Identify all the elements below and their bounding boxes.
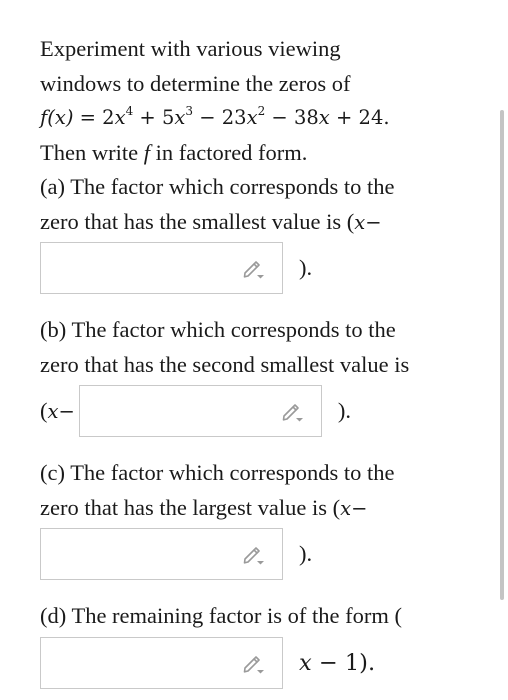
part-c-answer-row (40, 527, 480, 581)
part-c-answer-box[interactable] (40, 528, 283, 580)
intro-line-1: Experiment with various viewing (40, 36, 341, 61)
part-c-line-1: (c) The factor which corresponds to the (40, 460, 395, 485)
function-name: f(x) (40, 106, 74, 129)
part-b-closing-paren: ). (337, 398, 351, 423)
part-a-line-1: (a) The factor which corresponds to the (40, 174, 395, 199)
part-d-suffix: x − 1). (299, 649, 376, 676)
polynomial-definition: $f(x) = 2x^4 + 5x^3 - 23x^2 - 38x + 24$. (40, 104, 390, 129)
intro-line-2: windows to determine the zeros of (40, 70, 351, 96)
part-d-line-1: (d) The remaining factor is of the form ( (40, 603, 402, 628)
part-b-prefix: (x− (40, 398, 75, 423)
pencil-edit-icon[interactable] (242, 654, 268, 676)
part-b-line-2: zero that has the second smallest value is (40, 351, 410, 377)
part-b-answer-row (40, 384, 480, 438)
part-c-line-2: zero that has the largest value is (x− (40, 494, 368, 520)
question-body (40, 32, 480, 694)
part-a-answer-box[interactable] (40, 242, 283, 294)
intro-line-4: Then write f in factored form. (40, 139, 308, 165)
part-d-answer-box[interactable] (40, 637, 283, 689)
pencil-edit-icon[interactable] (242, 259, 268, 281)
pencil-edit-icon[interactable] (281, 402, 307, 424)
part-a-line-2: zero that has the smallest value is (x− (40, 208, 382, 234)
part-b-answer-box[interactable] (79, 385, 322, 437)
part-c-closing-paren: ). (299, 541, 313, 566)
part-d-answer-row (40, 636, 480, 690)
vertical-scrollbar[interactable] (500, 110, 504, 600)
pencil-edit-icon[interactable] (242, 545, 268, 567)
part-b-line-1: (b) The factor which corresponds to the (40, 317, 396, 342)
part-a-answer-row (40, 241, 480, 295)
part-a-closing-paren: ). (299, 255, 313, 280)
